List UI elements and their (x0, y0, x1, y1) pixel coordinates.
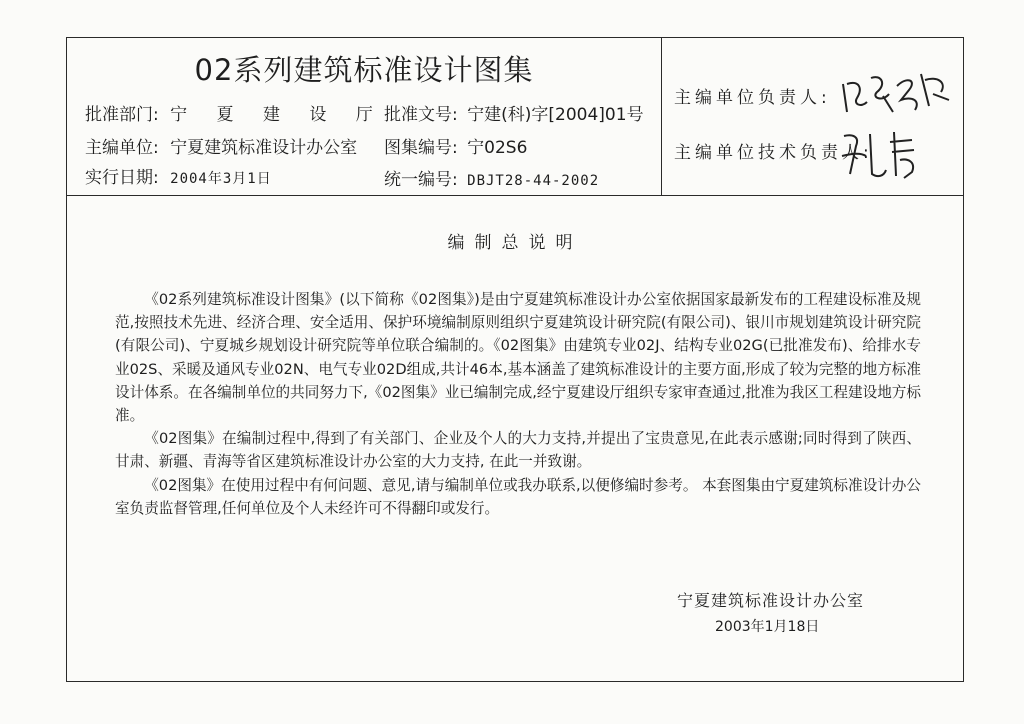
approval-doc-label: 批准文号: (384, 105, 458, 125)
atlas-no-label: 图集编号: (384, 138, 458, 158)
effective-date-label: 实行日期: (85, 168, 159, 188)
editor-unit-value: 宁夏建筑标准设计办公室 (170, 138, 358, 158)
body-text (115, 288, 921, 520)
tech-head-signature (838, 126, 928, 182)
atlas-no-value: 宁02S6 (467, 138, 528, 158)
section-title: 编制总说明 (447, 233, 583, 253)
footer-date: 2003年1月18日 (715, 619, 820, 635)
approval-doc-value: 宁建(科)字[2004]01号 (467, 105, 644, 125)
approval-dept-row (85, 100, 385, 125)
document-sheet (66, 37, 964, 682)
tech-head-label: 主编单位技术负责人: (674, 143, 873, 163)
editor-unit-row (85, 133, 357, 158)
paragraph: 《02图集》在使用过程中有何问题、意见,请与编制单位或我办联系,以便修编时参考。 本套图集由宁夏建筑标准设计办公室负责监督管理,任何单位及个人未经许可不得翻印或发行。 (115, 476, 921, 517)
atlas-no-row (384, 133, 527, 158)
effective-date-value: 2004年3月1日 (170, 171, 272, 187)
title-block-info (67, 38, 662, 195)
approval-dept-label: 批准部门: (85, 105, 159, 125)
series-title: 02系列建筑标准设计图集 (194, 53, 534, 87)
approval-doc-row (384, 100, 644, 125)
footer-organization: 宁夏建筑标准设计办公室 (677, 591, 865, 610)
unit-head-signature (837, 66, 955, 118)
unified-no-value: DBJT28-44-2002 (467, 173, 600, 189)
effective-date-row (85, 163, 272, 188)
editor-unit-label: 主编单位: (85, 138, 159, 158)
unit-head-label: 主编单位负责人: (674, 88, 831, 108)
paragraph: 《02系列建筑标准设计图集》(以下简称《02图集》)是由宁夏建筑标准设计办公室依据国家最新发布的工程建设标准及规范,按照技术先进、经济合理、安全适用、保护环境编制原则组织宁夏建筑设计研究院(有限公司)、银川市规划建筑设计研究院(有限公司)、宁夏城乡规划设计研究院等单位联合编制的。《02图集》由建筑专业02J、结构专业02G(已批准发布)、给排水专业02S、采暖及通风专业02N、电气专业02D组成,共计46本,基本涵盖了建筑标准设计的主要方面,形成了较为完整的地方标准设计体系。在各编制单位的共同努力下,《02图集》业已编制完成,经宁夏建设厅组织专家审查通过,批准为我区工程建设地方标准。 (115, 291, 921, 425)
unified-no-label: 统一编号: (384, 170, 458, 190)
approval-dept-value: 宁 夏 建 设 厅 (170, 105, 385, 125)
paragraph: 《02图集》在编制过程中,得到了有关部门、企业及个人的大力支持,并提出了宝贵意见,在此表示感谢;同时得到了陕西、甘肃、新疆、青海等省区建筑标准设计办公室的大力支持, 在此一并致谢。 (115, 430, 921, 471)
responsibility-block (662, 38, 965, 195)
title-block (67, 38, 963, 196)
unified-no-row (384, 165, 599, 190)
